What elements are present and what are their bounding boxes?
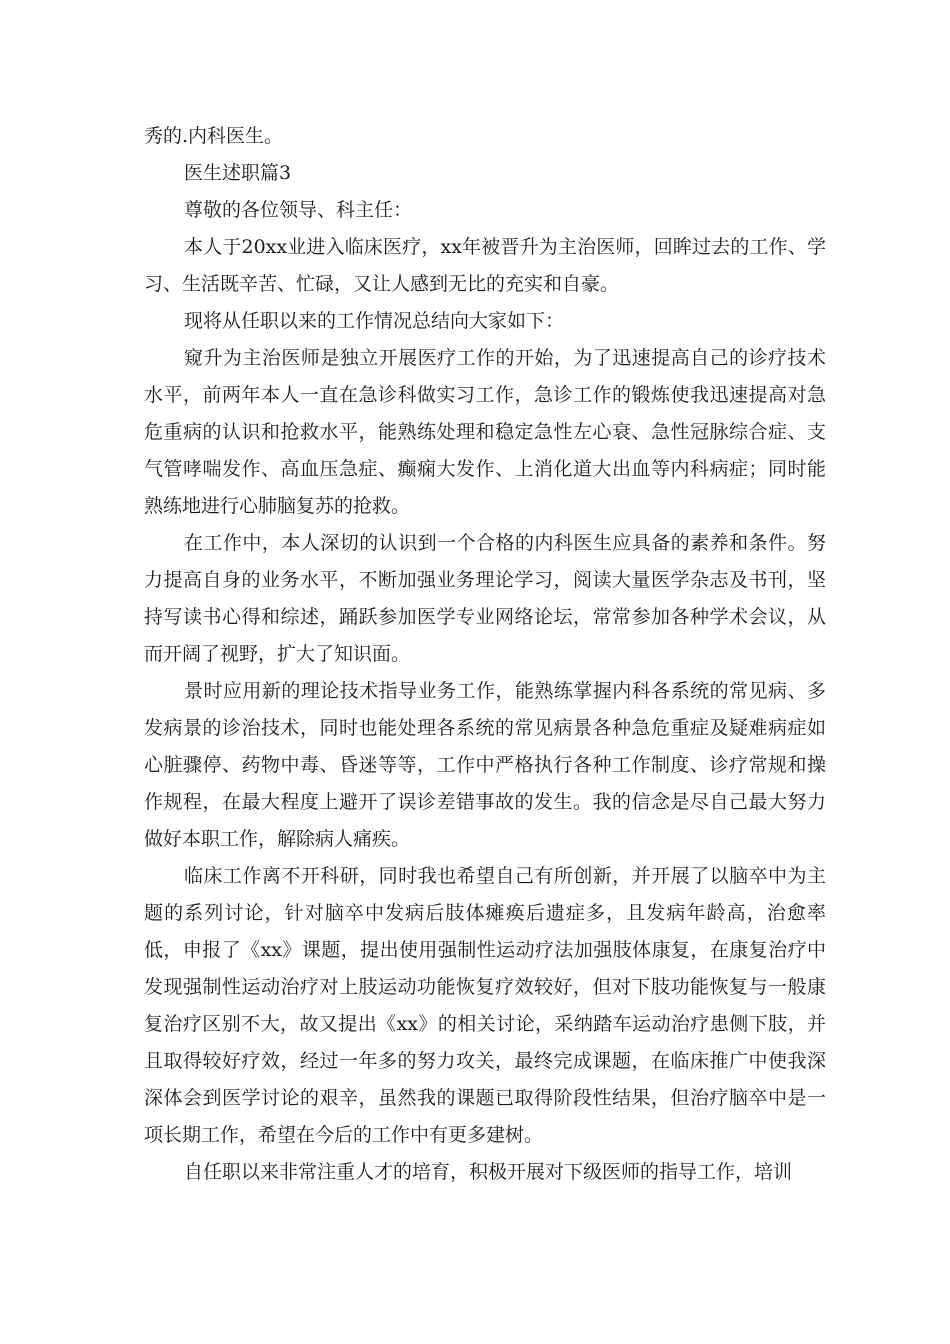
paragraph: 景时应用新的理论技术指导业务工作，能熟练掌握内科各系统的常见病、多发病景的诊治技术，同时也能处理各系统的常见病景各种急危重症及疑难病症如心脏骤停、药物中毒、昏迷等等，工作中严格执行各种工作制度、诊疗常规和操作规程，在最大程度上避开了误诊差错事故的发生。我的信念是尽自己最大努力做好本职工作，解除病人痛疾。 <box>144 680 826 850</box>
paragraph: 自任职以来非常注重人才的培育，积极开展对下级医师的指导工作，培训 <box>184 1161 793 1183</box>
paragraph: 现将从任职以来的工作情况总结向大家如下： <box>184 310 565 332</box>
paragraph: 临床工作离不开科研，同时我也希望自己有所创新，并开展了以脑卒中为主题的系列讨论，针对脑卒中发病后肢体瘫痪后遗症多，且发病年龄高，治愈率低，申报了《xx》课题，提出使用强制性运动疗法加强肢体康复，在康复治疗中发现强制性运动治疗对上肢运动功能恢复疗效较好，但对下肢功能恢复与一般康复治疗区别不大，故又提出《xx》的相关讨论，采纳踏车运动治疗患侧下肢，并且取得较好疗效，经过一年多的努力攻关，最终完成课题，在临床推广中使我深深体会到医学讨论的艰辛，虽然我的课题已取得阶段性结果，但治疗脑卒中是一项长期工作，希望在今后的工作中有更多建树。 <box>144 865 826 1146</box>
salutation: 尊敬的各位领导、科主任： <box>184 199 413 221</box>
paragraph: 本人于20xx业进入临床医疗，xx年被晋升为主治医师，回眸过去的工作、学习、生活既辛苦、忙碌，又让人感到无比的充实和自豪。 <box>144 236 826 295</box>
paragraph: 在工作中，本人深切的认识到一个合格的内科医生应具备的素养和条件。努力提高自身的业务水平，不断加强业务理论学习，阅读大量医学杂志及书刊，坚持写读书心得和综述，踊跃参加医学专业网络论坛，常常参加各种学术会议，从而开阔了视野，扩大了知识面。 <box>144 532 826 665</box>
document-body <box>144 118 826 1191</box>
section-heading: 医生述职篇3 <box>184 162 292 184</box>
paragraph-continuation: 秀的.内科医生。 <box>144 125 284 147</box>
paragraph: 窥升为主治医师是独立开展医疗工作的开始，为了迅速提高自己的诊疗技术水平，前两年本人一直在急诊科做实习工作，急诊工作的锻炼使我迅速提高对急危重病的认识和抢救水平，能熟练处理和稳定急性左心衰、急性冠脉综合症、支气管哮喘发作、高血压急症、癫痫大发作、上消化道大出血等内科病症；同时能熟练地进行心肺脑复苏的抢救。 <box>144 347 826 517</box>
